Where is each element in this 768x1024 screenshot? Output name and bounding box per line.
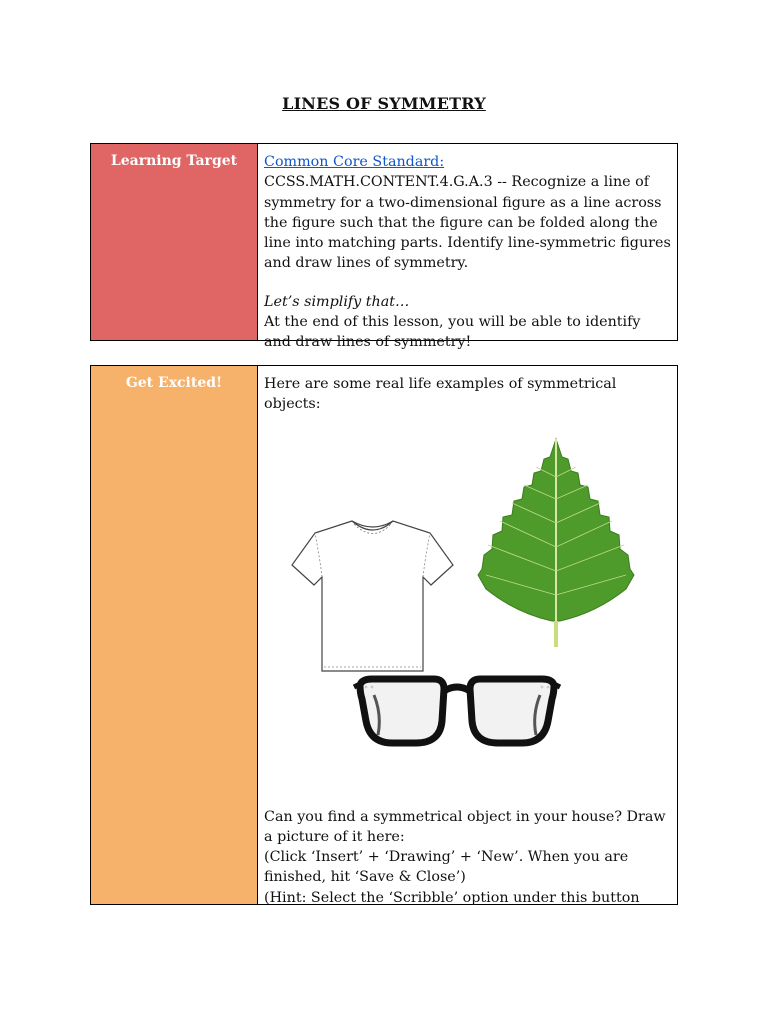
get-excited-row [90,365,678,905]
instructions-text: (Click ‘Insert’ + ‘Drawing’ + ‘New’. When you are finished, hit ‘Save & Close’) [264,849,629,886]
common-core-link[interactable]: Common Core Standard: [264,154,445,170]
page-title: LINES OF SYMMETRY [282,94,486,113]
leaf-image [476,437,636,649]
tshirt-image [290,519,460,673]
simplify-text: Let’s simplify that… [264,293,410,310]
learning-target-row [90,143,678,351]
prompt-text: Can you find a symmetrical object in your house? Draw a picture of it here: [264,808,666,845]
learning-target-content [258,144,677,351]
standard-paragraph [264,152,671,274]
example-images [264,415,671,807]
goal-text: At the end of this lesson, you will be able to identify and draw lines of symmetry! [264,314,641,351]
hint-text: (Hint: Select the ‘Scribble’ option under this button [264,889,640,906]
intro-text: Here are some real life examples of symmetrical objects: [264,376,617,413]
standard-text: CCSS.MATH.CONTENT.4.G.A.3 -- Recognize a line of symmetry for a two-dimensional figure as a line across the figure such that the figure can be folded along the line into matching parts. Identify line-symmetric figures and draw lines of symmetry. [264,174,671,272]
get-excited-content [258,366,677,904]
eyeglasses-image [352,665,562,755]
learning-target-label: Learning Target [91,144,258,340]
get-excited-label: Get Excited! [91,366,258,904]
